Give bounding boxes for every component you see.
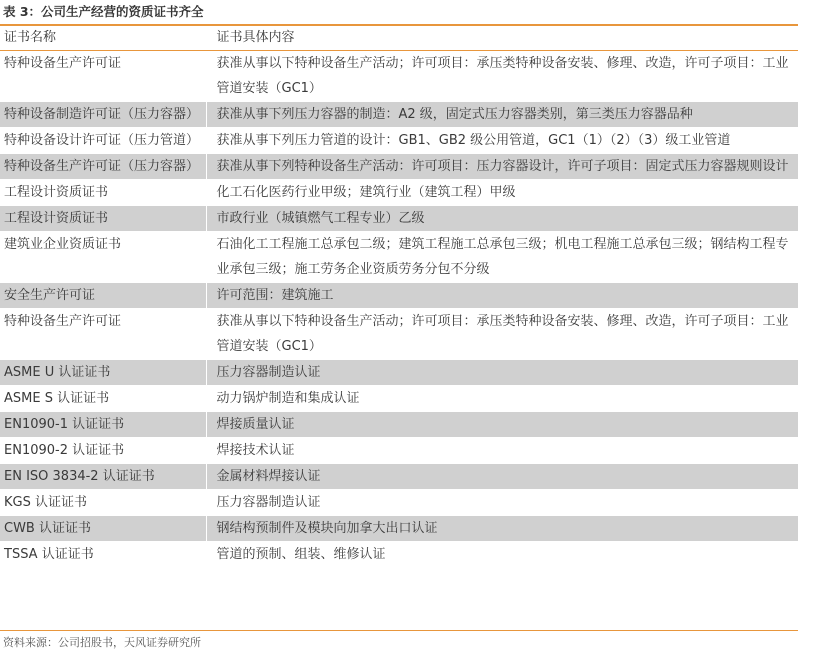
source-note: 资料来源：公司招股书，天风证券研究所 — [3, 636, 201, 649]
table-row — [0, 128, 798, 154]
cert-name-cell: 特种设备生产许可证 — [0, 51, 206, 102]
table-row — [0, 412, 798, 438]
table-row — [0, 283, 798, 309]
table-row — [0, 438, 798, 464]
header-cert-content: 证书具体内容 — [206, 26, 798, 51]
table-row — [0, 309, 798, 360]
cert-name-cell: KGS 认证证书 — [0, 490, 206, 516]
cert-content-cell: 获准从事下列压力容器的制造：A2 级，固定式压力容器类别，第三类压力容器品种 — [206, 102, 798, 128]
certificate-table — [0, 26, 798, 568]
cert-name-cell: EN1090-1 认证证书 — [0, 412, 206, 438]
cert-name-cell: ASME U 认证证书 — [0, 360, 206, 386]
header-cert-name: 证书名称 — [0, 26, 206, 51]
table-row — [0, 180, 798, 206]
table-row — [0, 360, 798, 386]
cert-content-cell: 获准从事以下特种设备生产活动；许可项目：承压类特种设备安装、修理、改造，许可子项目：工业管道安装（GC1） — [206, 309, 798, 360]
table-row — [0, 386, 798, 412]
cert-name-cell: 特种设备设计许可证（压力管道） — [0, 128, 206, 154]
table-row — [0, 490, 798, 516]
cert-name-cell: 工程设计资质证书 — [0, 206, 206, 232]
table-caption: 表 3：公司生产经营的资质证书齐全 — [3, 4, 204, 19]
table-row — [0, 464, 798, 490]
cert-name-cell: ASME S 认证证书 — [0, 386, 206, 412]
cert-content-cell: 焊接技术认证 — [206, 438, 798, 464]
cert-content-cell: 压力容器制造认证 — [206, 360, 798, 386]
table-row — [0, 102, 798, 128]
cert-content-cell: 化工石化医药行业甲级；建筑行业（建筑工程）甲级 — [206, 180, 798, 206]
cert-content-cell: 焊接质量认证 — [206, 412, 798, 438]
cert-content-cell: 金属材料焊接认证 — [206, 464, 798, 490]
cert-content-cell: 压力容器制造认证 — [206, 490, 798, 516]
cert-content-cell: 获准从事下列特种设备生产活动：许可项目：压力容器设计，许可子项目：固定式压力容器规则设计 — [206, 154, 798, 180]
cert-content-cell: 获准从事下列压力管道的设计：GB1、GB2 级公用管道，GC1（1）（2）（3）级工业管道 — [206, 128, 798, 154]
cert-content-cell: 市政行业（城镇燃气工程专业）乙级 — [206, 206, 798, 232]
table-header-row — [0, 26, 798, 51]
cert-name-cell: 特种设备制造许可证（压力容器） — [0, 102, 206, 128]
cert-content-cell: 获准从事以下特种设备生产活动；许可项目：承压类特种设备安装、修理、改造，许可子项目：工业管道安装（GC1） — [206, 51, 798, 102]
cert-content-cell: 管道的预制、组装、维修认证 — [206, 542, 798, 568]
cert-name-cell: 安全生产许可证 — [0, 283, 206, 309]
cert-name-cell: CWB 认证证书 — [0, 516, 206, 542]
cert-name-cell: EN1090-2 认证证书 — [0, 438, 206, 464]
cert-name-cell: 建筑业企业资质证书 — [0, 232, 206, 283]
cert-content-cell: 钢结构预制件及模块向加拿大出口认证 — [206, 516, 798, 542]
cert-name-cell: TSSA 认证证书 — [0, 542, 206, 568]
table-row — [0, 51, 798, 102]
table-row — [0, 542, 798, 568]
cert-name-cell: 工程设计资质证书 — [0, 180, 206, 206]
cert-name-cell: 特种设备生产许可证（压力容器） — [0, 154, 206, 180]
bottom-rule — [0, 630, 798, 631]
cert-content-cell: 许可范围：建筑施工 — [206, 283, 798, 309]
table-row — [0, 232, 798, 283]
table-row — [0, 154, 798, 180]
table-row — [0, 516, 798, 542]
cert-name-cell: 特种设备生产许可证 — [0, 309, 206, 360]
cert-content-cell: 动力锅炉制造和集成认证 — [206, 386, 798, 412]
cert-name-cell: EN ISO 3834-2 认证证书 — [0, 464, 206, 490]
cert-content-cell: 石油化工工程施工总承包二级；建筑工程施工总承包三级；机电工程施工总承包三级；钢结构工程专业承包三级；施工劳务企业资质劳务分包不分级 — [206, 232, 798, 283]
table-row — [0, 206, 798, 232]
